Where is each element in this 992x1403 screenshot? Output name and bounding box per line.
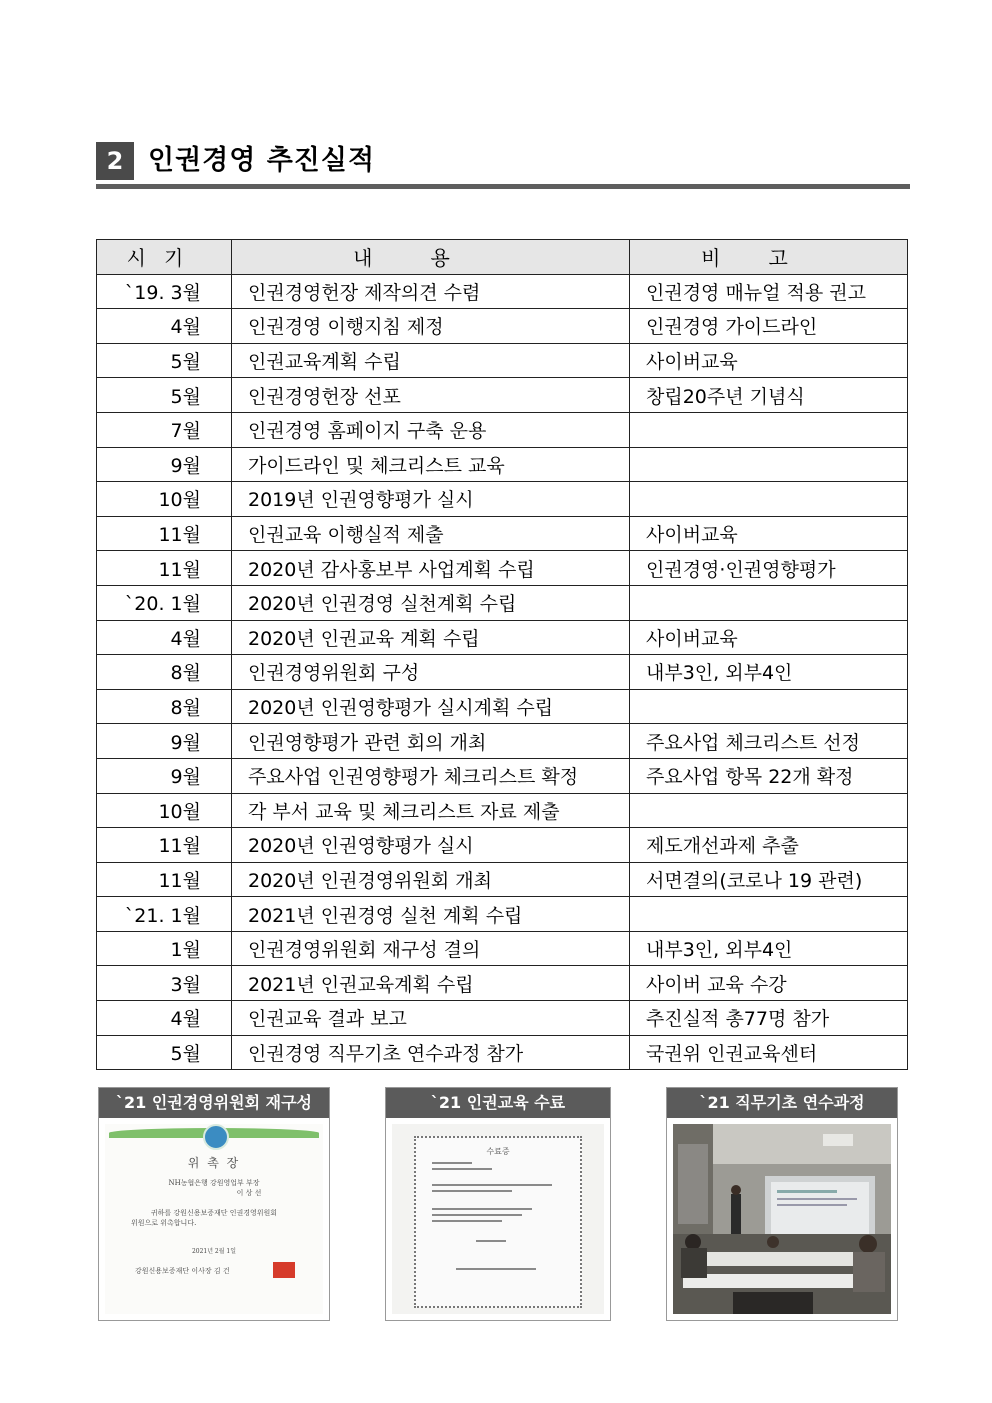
- cell-content: 각 부서 교육 및 체크리스트 자료 제출: [232, 793, 630, 828]
- cell-note: 내부3인, 외부4인: [630, 655, 908, 690]
- cell-content: 인권경영헌장 선포: [232, 378, 630, 413]
- cell-note: [630, 585, 908, 620]
- cell-period: 3월: [97, 966, 232, 1001]
- cell-content: 2020년 인권경영 실천계획 수립: [232, 585, 630, 620]
- cell-content: 인권교육 이행실적 제출: [232, 516, 630, 551]
- certificate-title: 수료증: [486, 1147, 510, 1156]
- classroom-scene: [673, 1124, 891, 1314]
- table-row: [97, 1001, 908, 1036]
- photo-education: [385, 1087, 611, 1321]
- cell-period: 5월: [97, 378, 232, 413]
- table-row: [97, 724, 908, 759]
- table-row: [97, 689, 908, 724]
- table-row: [97, 274, 908, 309]
- table-row: [97, 551, 908, 586]
- cell-content: 2020년 감사홍보부 사업계획 수립: [232, 551, 630, 586]
- achievements-table: [96, 239, 908, 1070]
- photo-caption: `21 인권교육 수료: [386, 1088, 610, 1118]
- cell-note: 추진실적 총77명 참가: [630, 1001, 908, 1036]
- cell-period: 10월: [97, 793, 232, 828]
- text-line: [432, 1220, 502, 1222]
- table-row: [97, 862, 908, 897]
- classroom-photo: [673, 1124, 891, 1314]
- cell-note: 서면결의(코로나 19 관련): [630, 862, 908, 897]
- cell-content: 인권경영 이행지침 제정: [232, 309, 630, 344]
- cell-period: 8월: [97, 655, 232, 690]
- cell-period: 1월: [97, 931, 232, 966]
- header-note: 비고: [630, 240, 908, 275]
- cell-period: 4월: [97, 1001, 232, 1036]
- cell-period: 8월: [97, 689, 232, 724]
- cell-content: 가이드라인 및 체크리스트 교육: [232, 447, 630, 482]
- text-line: [432, 1162, 472, 1164]
- table-row: [97, 516, 908, 551]
- cell-period: 11월: [97, 862, 232, 897]
- text-line: [476, 1240, 506, 1242]
- photo-training: [666, 1087, 898, 1321]
- cell-note: 사이버교육: [630, 343, 908, 378]
- cell-period: 11월: [97, 551, 232, 586]
- cell-period: 5월: [97, 343, 232, 378]
- table-row: [97, 966, 908, 1001]
- cell-period: 11월: [97, 828, 232, 863]
- cell-content: 2021년 인권교육계획 수립: [232, 966, 630, 1001]
- emblem-icon: [203, 1124, 229, 1150]
- certificate-body-2: 위원으로 위촉합니다.: [131, 1219, 197, 1227]
- cell-period: 4월: [97, 309, 232, 344]
- cell-note: [630, 412, 908, 447]
- table-row: [97, 378, 908, 413]
- section-rule: [96, 184, 910, 189]
- cell-content: 인권경영 직무기초 연수과정 참가: [232, 1035, 630, 1070]
- cell-period: 10월: [97, 482, 232, 517]
- cell-note: [630, 447, 908, 482]
- cell-period: 9월: [97, 724, 232, 759]
- cell-period: `19. 3월: [97, 274, 232, 309]
- table-row: [97, 931, 908, 966]
- table-row: [97, 412, 908, 447]
- section-number: 2: [96, 142, 134, 180]
- cell-note: [630, 482, 908, 517]
- text-line: [432, 1214, 522, 1216]
- appointment-certificate-image: [105, 1124, 323, 1314]
- cell-note: 국권위 인권교육센터: [630, 1035, 908, 1070]
- cell-note: [630, 689, 908, 724]
- stamp-icon: [273, 1262, 295, 1278]
- cell-period: 9월: [97, 447, 232, 482]
- cell-content: 인권교육 결과 보고: [232, 1001, 630, 1036]
- section-title: 인권경영 추진실적: [148, 145, 376, 176]
- cell-note: 사이버 교육 수강: [630, 966, 908, 1001]
- cell-note: 창립20주년 기념식: [630, 378, 908, 413]
- photo-caption: `21 직무기초 연수과정: [667, 1088, 897, 1118]
- photo-caption: `21 인권경영위원회 재구성: [99, 1088, 329, 1118]
- cell-content: 주요사업 인권영향평가 체크리스트 확정: [232, 758, 630, 793]
- table-row: [97, 309, 908, 344]
- table-row: [97, 793, 908, 828]
- cell-note: 인권경영·인권영향평가: [630, 551, 908, 586]
- cell-note: 사이버교육: [630, 516, 908, 551]
- cell-content: 인권경영위원회 구성: [232, 655, 630, 690]
- table-row: [97, 620, 908, 655]
- cell-period: 9월: [97, 758, 232, 793]
- text-line: [432, 1168, 492, 1170]
- certificate-org: NH농협은행 강원영업부 부장: [168, 1179, 260, 1187]
- cell-note: 제도개선과제 추출: [630, 828, 908, 863]
- text-line: [456, 1268, 536, 1270]
- cell-note: 내부3인, 외부4인: [630, 931, 908, 966]
- header-period: 시기: [97, 240, 232, 275]
- certificate-frame: [414, 1136, 582, 1308]
- cell-period: `20. 1월: [97, 585, 232, 620]
- cell-note: 인권경영 매뉴얼 적용 권고: [630, 274, 908, 309]
- cell-note: [630, 793, 908, 828]
- cell-period: 11월: [97, 516, 232, 551]
- table-row: [97, 482, 908, 517]
- table-row: [97, 897, 908, 932]
- table-row: [97, 655, 908, 690]
- cell-period: 7월: [97, 412, 232, 447]
- cell-content: 인권경영위원회 재구성 결의: [232, 931, 630, 966]
- section-header: [96, 142, 910, 190]
- table-row: [97, 585, 908, 620]
- cell-period: `21. 1월: [97, 897, 232, 932]
- header-content: 내용: [232, 240, 630, 275]
- cell-content: 인권영향평가 관련 회의 개최: [232, 724, 630, 759]
- cell-content: 인권경영헌장 제작의견 수렴: [232, 274, 630, 309]
- cell-note: 주요사업 체크리스트 선정: [630, 724, 908, 759]
- cell-content: 인권교육계획 수립: [232, 343, 630, 378]
- cell-content: 2020년 인권영향평가 실시: [232, 828, 630, 863]
- text-line: [432, 1184, 552, 1186]
- cell-content: 2020년 인권경영위원회 개최: [232, 862, 630, 897]
- cell-content: 2021년 인권경영 실천 계획 수립: [232, 897, 630, 932]
- text-line: [432, 1190, 512, 1192]
- cell-period: 4월: [97, 620, 232, 655]
- cell-content: 2019년 인권영향평가 실시: [232, 482, 630, 517]
- table-header-row: [97, 240, 908, 275]
- cell-note: 인권경영 가이드라인: [630, 309, 908, 344]
- text-line: [432, 1208, 532, 1210]
- cell-content: 2020년 인권영향평가 실시계획 수립: [232, 689, 630, 724]
- cell-period: 5월: [97, 1035, 232, 1070]
- table-row: [97, 1035, 908, 1070]
- cell-note: [630, 897, 908, 932]
- table-row: [97, 343, 908, 378]
- certificate-date: 2021년 2월 1일: [191, 1248, 237, 1255]
- table-row: [97, 758, 908, 793]
- photo-committee: [98, 1087, 330, 1321]
- certificate-signer: 강원신용보증재단 이사장 김 건: [135, 1267, 230, 1275]
- table-row: [97, 447, 908, 482]
- certificate-body-1: 귀하를 강원신용보증재단 인권경영위원회: [150, 1209, 278, 1217]
- cell-content: 2020년 인권교육 계획 수립: [232, 620, 630, 655]
- certificate-name: 이 상 선: [236, 1189, 262, 1197]
- completion-certificate-image: [392, 1124, 604, 1314]
- cell-content: 인권경영 홈페이지 구축 운용: [232, 412, 630, 447]
- cell-note: 사이버교육: [630, 620, 908, 655]
- cell-note: 주요사업 항목 22개 확정: [630, 758, 908, 793]
- certificate-title: 위 촉 장: [187, 1156, 241, 1170]
- table-row: [97, 828, 908, 863]
